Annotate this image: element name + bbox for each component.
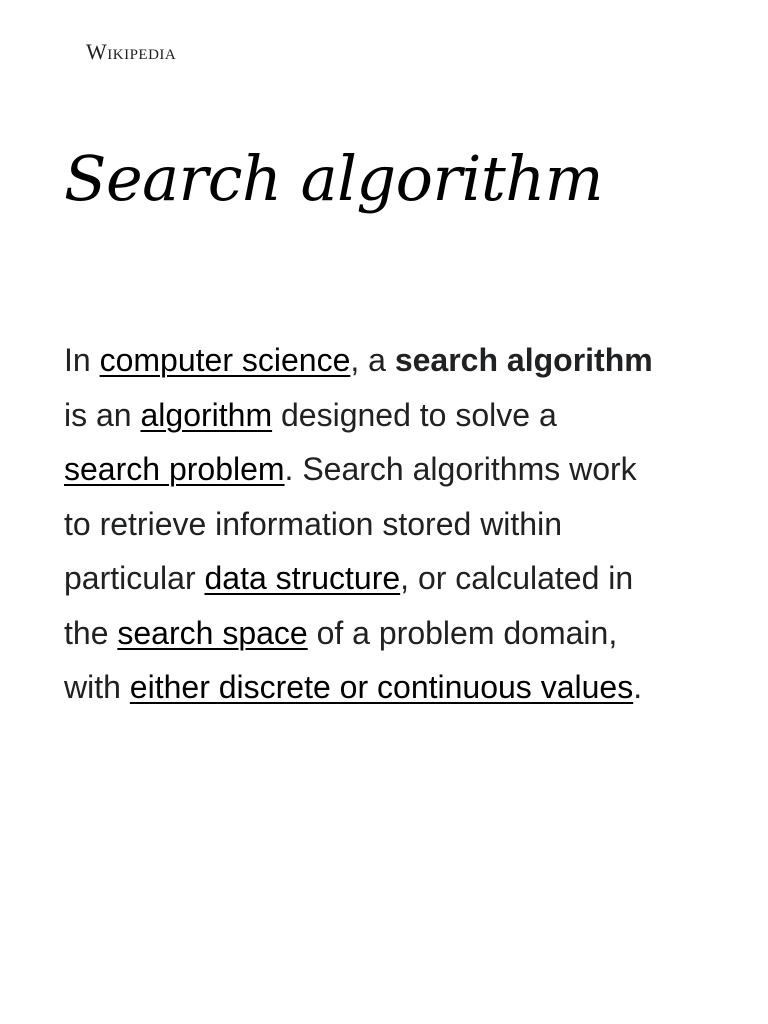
lead-line-6: the search space of a problem domain, [64,614,618,651]
lead-line-7: with either discrete or continuous values. [64,669,643,705]
link-search-problem[interactable]: search problem [64,451,285,487]
link-algorithm[interactable]: algorithm [140,396,273,433]
link-discrete-continuous-values[interactable]: either discrete or continuous values [129,669,634,705]
lead-paragraph [64,333,714,715]
lead-line-5: particular data structure, or calculated in [64,560,634,596]
link-computer-science[interactable]: computer science [99,342,351,378]
link-search-space[interactable]: search space [117,614,308,651]
lead-line-3: search problem. Search algorithms work [64,451,637,487]
page-title: Search algorithm [64,142,604,215]
lead-line-1: In computer science, a search algorithm [64,342,653,378]
lead-line-4: to retrieve information stored within [64,505,562,542]
bold-term: search algorithm [394,342,653,378]
wikipedia-wordmark[interactable]: Wikipedia [86,39,177,64]
lead-line-2: is an algorithm designed to solve a [64,396,557,433]
link-data-structure[interactable]: data structure [204,560,401,596]
